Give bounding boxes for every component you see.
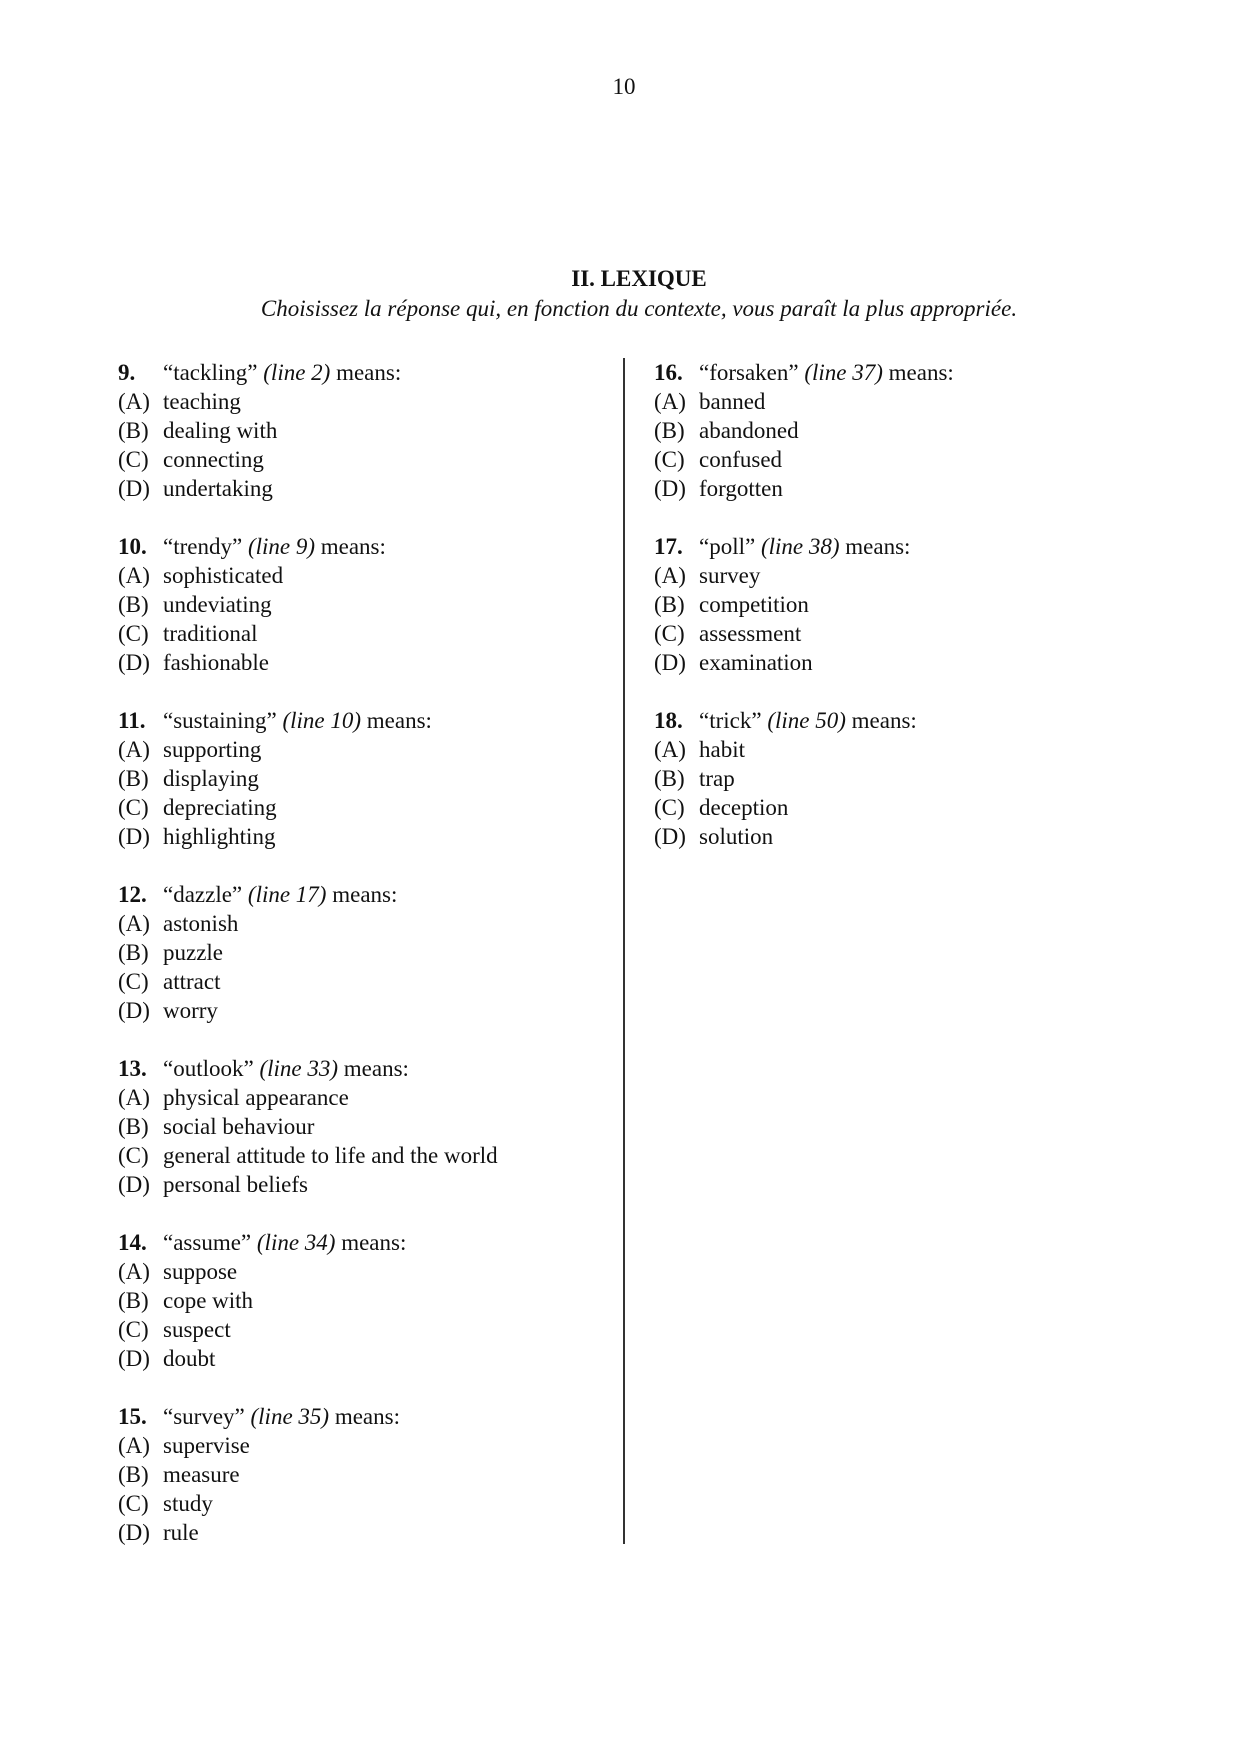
answer-option[interactable] <box>118 1141 498 1170</box>
option-text: examination <box>699 650 813 675</box>
answer-option[interactable] <box>654 387 954 416</box>
question-stem <box>118 880 498 909</box>
question-stem <box>118 1402 498 1431</box>
question-word: “tackling” <box>163 360 258 385</box>
answer-option[interactable] <box>654 619 954 648</box>
answer-option[interactable] <box>118 1344 498 1373</box>
option-text: rule <box>163 1520 199 1545</box>
answer-option[interactable] <box>118 474 498 503</box>
option-text: supervise <box>163 1433 250 1458</box>
question-tail: means: <box>851 708 917 733</box>
option-text: habit <box>699 737 745 762</box>
option-letter: (C) <box>118 795 149 820</box>
question-number: 14. <box>118 1230 147 1255</box>
question-block <box>654 358 954 503</box>
question-word: “dazzle” <box>163 882 243 907</box>
option-letter: (D) <box>654 476 686 501</box>
answer-option[interactable] <box>118 619 498 648</box>
question-stem <box>118 532 498 561</box>
question-tail: means: <box>343 1056 409 1081</box>
answer-option[interactable] <box>118 822 498 851</box>
question-block <box>118 1054 498 1199</box>
line-reference: (line 33) <box>259 1056 339 1081</box>
option-text: worry <box>163 998 218 1023</box>
option-letter: (B) <box>118 940 149 965</box>
option-text: doubt <box>163 1346 216 1371</box>
question-number: 13. <box>118 1056 147 1081</box>
answer-option[interactable] <box>654 764 954 793</box>
answer-option[interactable] <box>118 909 498 938</box>
answer-option[interactable] <box>654 416 954 445</box>
option-letter: (C) <box>118 1317 149 1342</box>
question-tail: means: <box>888 360 954 385</box>
answer-option[interactable] <box>654 793 954 822</box>
answer-option[interactable] <box>118 590 498 619</box>
answer-option[interactable] <box>118 648 498 677</box>
column-divider <box>623 358 625 1544</box>
option-letter: (D) <box>118 1346 150 1371</box>
option-text: suspect <box>163 1317 231 1342</box>
question-word: “sustaining” <box>163 708 277 733</box>
question-tail: means: <box>334 1404 400 1429</box>
answer-option[interactable] <box>118 1518 498 1547</box>
answer-option[interactable] <box>118 1431 498 1460</box>
answer-option[interactable] <box>118 1170 498 1199</box>
option-text: connecting <box>163 447 264 472</box>
answer-option[interactable] <box>654 822 954 851</box>
option-letter: (A) <box>118 1085 150 1110</box>
question-stem <box>118 358 498 387</box>
line-reference: (line 37) <box>804 360 883 385</box>
option-letter: (D) <box>118 1520 150 1545</box>
option-text: general attitude to life and the world <box>163 1143 498 1168</box>
question-block <box>118 358 498 503</box>
line-reference: (line 50) <box>767 708 846 733</box>
option-letter: (B) <box>654 592 685 617</box>
question-number: 15. <box>118 1404 147 1429</box>
option-letter: (A) <box>654 737 686 762</box>
question-word: “assume” <box>163 1230 252 1255</box>
answer-option[interactable] <box>118 1460 498 1489</box>
question-block <box>118 880 498 1025</box>
option-letter: (B) <box>654 418 685 443</box>
option-text: personal beliefs <box>163 1172 308 1197</box>
option-letter: (A) <box>118 1433 150 1458</box>
option-text: puzzle <box>163 940 224 965</box>
option-text: solution <box>699 824 774 849</box>
option-letter: (D) <box>118 998 150 1023</box>
answer-option[interactable] <box>118 938 498 967</box>
option-text: confused <box>699 447 783 472</box>
answer-option[interactable] <box>654 648 954 677</box>
option-text: displaying <box>163 766 259 791</box>
option-letter: (B) <box>654 766 685 791</box>
option-text: depreciating <box>163 795 277 820</box>
option-letter: (A) <box>118 737 150 762</box>
answer-option[interactable] <box>654 445 954 474</box>
answer-option[interactable] <box>118 764 498 793</box>
line-reference: (line 9) <box>247 534 315 559</box>
question-stem <box>654 358 954 387</box>
question-tail: means: <box>366 708 432 733</box>
question-stem <box>654 532 954 561</box>
option-text: assessment <box>699 621 802 646</box>
answer-option[interactable] <box>118 1315 498 1344</box>
question-stem <box>118 1228 498 1257</box>
option-letter: (C) <box>118 447 149 472</box>
option-letter: (A) <box>654 563 686 588</box>
option-text: undeviating <box>163 592 272 617</box>
option-text: competition <box>699 592 809 617</box>
question-block <box>118 706 498 851</box>
option-letter: (B) <box>118 418 149 443</box>
option-letter: (C) <box>118 1491 149 1516</box>
question-word: “trick” <box>699 708 762 733</box>
question-tail: means: <box>341 1230 407 1255</box>
line-reference: (line 17) <box>247 882 327 907</box>
option-letter: (B) <box>118 592 149 617</box>
option-letter: (D) <box>118 650 150 675</box>
option-text: dealing with <box>163 418 278 443</box>
option-letter: (B) <box>118 1114 149 1139</box>
option-text: measure <box>163 1462 240 1487</box>
option-letter: (D) <box>118 476 150 501</box>
question-number: 9. <box>118 360 136 385</box>
question-word: “poll” <box>699 534 756 559</box>
line-reference: (line 34) <box>256 1230 336 1255</box>
line-reference: (line 10) <box>282 708 362 733</box>
answer-option[interactable] <box>118 735 498 764</box>
option-text: survey <box>699 563 761 588</box>
answer-option[interactable] <box>118 561 498 590</box>
question-number: 10. <box>118 534 147 559</box>
answer-option[interactable] <box>118 387 498 416</box>
question-tail: means: <box>320 534 386 559</box>
option-letter: (D) <box>118 824 150 849</box>
option-text: fashionable <box>163 650 270 675</box>
answer-option[interactable] <box>118 416 498 445</box>
answer-option[interactable] <box>118 996 498 1025</box>
option-letter: (C) <box>654 621 685 646</box>
option-letter: (C) <box>654 447 685 472</box>
option-letter: (A) <box>654 389 686 414</box>
answer-option[interactable] <box>118 1489 498 1518</box>
option-text: sophisticated <box>163 563 284 588</box>
question-stem <box>118 1054 498 1083</box>
answer-option[interactable] <box>654 561 954 590</box>
question-word: “outlook” <box>163 1056 254 1081</box>
question-number: 17. <box>654 534 683 559</box>
option-letter: (A) <box>118 389 150 414</box>
answer-option[interactable] <box>118 1112 498 1141</box>
line-reference: (line 2) <box>263 360 331 385</box>
question-number: 18. <box>654 708 683 733</box>
option-letter: (C) <box>654 795 685 820</box>
question-stem <box>654 706 954 735</box>
question-word: “survey” <box>163 1404 245 1429</box>
question-stem <box>118 706 498 735</box>
answer-option[interactable] <box>118 1286 498 1315</box>
question-tail: means: <box>332 882 398 907</box>
question-tail: means: <box>845 534 911 559</box>
option-text: social behaviour <box>163 1114 315 1139</box>
option-text: banned <box>699 389 766 414</box>
option-text: attract <box>163 969 221 994</box>
option-letter: (B) <box>118 766 149 791</box>
option-text: suppose <box>163 1259 238 1284</box>
option-letter: (B) <box>118 1462 149 1487</box>
answer-option[interactable] <box>118 967 498 996</box>
answer-option[interactable] <box>118 445 498 474</box>
option-letter: (D) <box>654 650 686 675</box>
option-text: abandoned <box>699 418 799 443</box>
answer-option[interactable] <box>654 590 954 619</box>
question-number: 16. <box>654 360 683 385</box>
option-letter: (D) <box>654 824 686 849</box>
option-text: teaching <box>163 389 241 414</box>
option-text: physical appearance <box>163 1085 349 1110</box>
page-number: 10 <box>612 74 636 99</box>
question-block <box>118 532 498 677</box>
option-text: cope with <box>163 1288 254 1313</box>
option-text: traditional <box>163 621 258 646</box>
answer-option[interactable] <box>118 1257 498 1286</box>
question-word: “forsaken” <box>699 360 799 385</box>
option-text: supporting <box>163 737 262 762</box>
answer-option[interactable] <box>654 735 954 764</box>
question-number: 12. <box>118 882 147 907</box>
option-text: highlighting <box>163 824 276 849</box>
option-text: trap <box>699 766 735 791</box>
question-block <box>654 706 954 851</box>
option-letter: (C) <box>118 621 149 646</box>
option-letter: (A) <box>118 911 150 936</box>
answer-option[interactable] <box>654 474 954 503</box>
answer-option[interactable] <box>118 793 498 822</box>
option-letter: (C) <box>118 1143 149 1168</box>
question-block <box>654 532 954 677</box>
option-text: forgotten <box>699 476 783 501</box>
question-block <box>118 1228 498 1373</box>
option-text: undertaking <box>163 476 273 501</box>
right-column <box>654 358 954 880</box>
left-column <box>118 358 498 1576</box>
line-reference: (line 38) <box>760 534 840 559</box>
answer-option[interactable] <box>118 1083 498 1112</box>
line-reference: (line 35) <box>250 1404 330 1429</box>
option-letter: (D) <box>118 1172 150 1197</box>
option-letter: (A) <box>118 563 150 588</box>
section-instruction: Choisissez la réponse qui, en fonction du contexte, vous paraît la plus appropriée. <box>260 296 1018 321</box>
question-block <box>118 1402 498 1547</box>
question-word: “trendy” <box>163 534 243 559</box>
option-letter: (A) <box>118 1259 150 1284</box>
option-letter: (B) <box>118 1288 149 1313</box>
question-number: 11. <box>118 708 146 733</box>
option-text: astonish <box>163 911 239 936</box>
question-tail: means: <box>336 360 402 385</box>
option-text: study <box>163 1491 213 1516</box>
option-text: deception <box>699 795 789 820</box>
option-letter: (C) <box>118 969 149 994</box>
section-title: II. LEXIQUE <box>571 266 707 291</box>
